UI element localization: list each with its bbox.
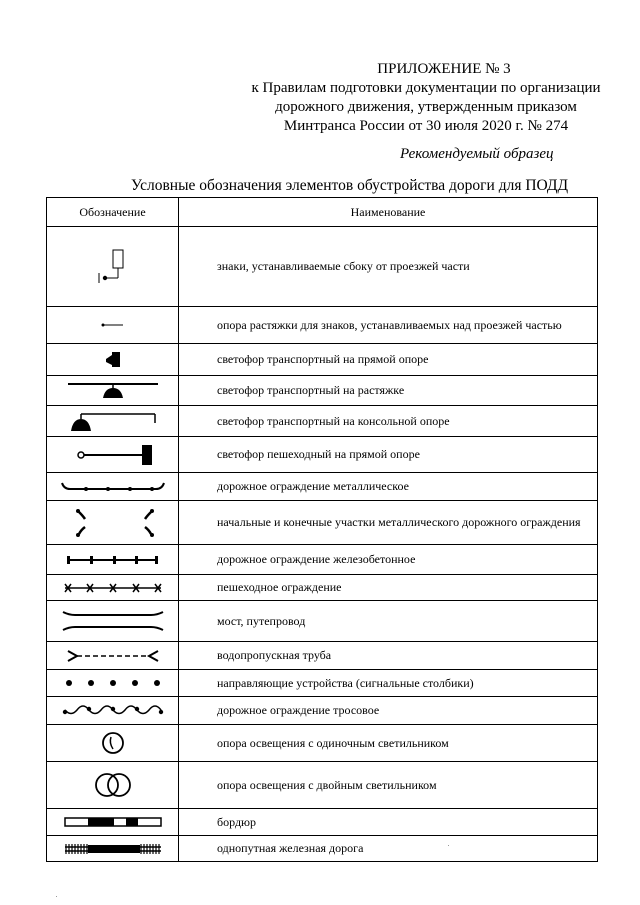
traffic-light-straight-pole-icon (98, 350, 128, 370)
scan-artifact (448, 845, 449, 846)
table-row (47, 575, 598, 601)
symbol-cell (47, 575, 179, 601)
table-title: Условные обозначения элементов обустройства дороги для ПОДД (131, 177, 569, 194)
guardrail-end-sections-icon (63, 506, 163, 540)
traffic-light-cantilever-icon (63, 409, 163, 433)
table-row (47, 836, 598, 862)
symbol-cell (47, 501, 179, 545)
appendix-header (246, 60, 606, 136)
header-line: Минтранса России от 30 июля 2020 г. № 274 (283, 118, 569, 134)
symbol-cell (47, 473, 179, 501)
name-cell: светофор транспортный на прямой опоре (179, 344, 598, 376)
name-cell: однопутная железная дорога (179, 836, 598, 862)
pedestrian-fence-icon (60, 581, 166, 595)
cable-barrier-icon (61, 702, 165, 720)
table-row (47, 501, 598, 545)
table-row (47, 376, 598, 406)
symbol-cell (47, 227, 179, 307)
appendix-number: ПРИЛОЖЕНИЕ № 3 (377, 61, 511, 77)
symbol-cell (47, 545, 179, 575)
symbol-cell (47, 437, 179, 473)
symbol-cell (47, 836, 179, 862)
table-row (47, 809, 598, 836)
symbol-cell (47, 762, 179, 809)
column-header-symbol: Обозначение (47, 198, 179, 227)
bridge-icon (61, 606, 165, 636)
table-row (47, 601, 598, 642)
table-row (47, 406, 598, 437)
table-row (47, 697, 598, 725)
symbol-cell (47, 344, 179, 376)
symbol-cell (47, 376, 179, 406)
name-cell: дорожное ограждение тросовое (179, 697, 598, 725)
table-row (47, 344, 598, 376)
symbol-cell (47, 642, 179, 670)
name-cell: дорожное ограждение железобетонное (179, 545, 598, 575)
metal-guardrail-icon (58, 479, 168, 495)
single-lamp-pole-icon (98, 730, 128, 756)
scan-artifact (56, 896, 57, 897)
table-row (47, 670, 598, 697)
header-line: дорожного движения, утвержденным приказом (275, 99, 577, 115)
table-row (47, 725, 598, 762)
column-header-name: Наименование (179, 198, 598, 227)
table-row (47, 437, 598, 473)
symbol-cell (47, 725, 179, 762)
concrete-barrier-icon (63, 553, 163, 567)
table-header-row (47, 198, 598, 227)
traffic-light-suspended-icon (63, 380, 163, 402)
table-row (47, 762, 598, 809)
name-cell: дорожное ограждение металлическое (179, 473, 598, 501)
table-row (47, 307, 598, 344)
single-track-railway-icon (64, 842, 162, 856)
name-cell: опора растяжки для знаков, устанавливаемых над проезжей частью (179, 307, 598, 344)
name-cell: пешеходное ограждение (179, 575, 598, 601)
name-cell: светофор транспортный на консольной опоре (179, 406, 598, 437)
header-line: к Правилам подготовки документации по организации (251, 80, 601, 96)
delineator-posts-icon (63, 677, 163, 689)
overhead-sign-support-icon (93, 320, 133, 330)
symbol-cell (47, 406, 179, 437)
name-cell: бордюр (179, 809, 598, 836)
curb-icon (64, 816, 162, 828)
table-row (47, 545, 598, 575)
symbol-cell (47, 601, 179, 642)
name-cell: знаки, устанавливаемые сбоку от проезжей части (179, 227, 598, 307)
name-cell: направляющие устройства (сигнальные столбики) (179, 670, 598, 697)
name-cell: светофор транспортный на растяжке (179, 376, 598, 406)
table-row (47, 642, 598, 670)
culvert-icon (63, 649, 163, 663)
name-cell: светофор пешеходный на прямой опоре (179, 437, 598, 473)
sample-note: Рекомендуемый образец (400, 146, 554, 162)
legend-table (46, 197, 598, 862)
table-row (47, 473, 598, 501)
symbol-cell (47, 670, 179, 697)
pedestrian-traffic-light-icon (63, 442, 163, 468)
name-cell: опора освещения с двойным светильником (179, 762, 598, 809)
name-cell: опора освещения с одиночным светильником (179, 725, 598, 762)
table-row (47, 227, 598, 307)
symbol-cell (47, 307, 179, 344)
name-cell: начальные и конечные участки металлического дорожного ограждения (179, 501, 598, 545)
name-cell: мост, путепровод (179, 601, 598, 642)
name-cell: водопропускная труба (179, 642, 598, 670)
symbol-cell (47, 809, 179, 836)
roadside-sign-icon (93, 247, 133, 287)
symbol-cell (47, 697, 179, 725)
double-lamp-pole-icon (93, 771, 133, 799)
